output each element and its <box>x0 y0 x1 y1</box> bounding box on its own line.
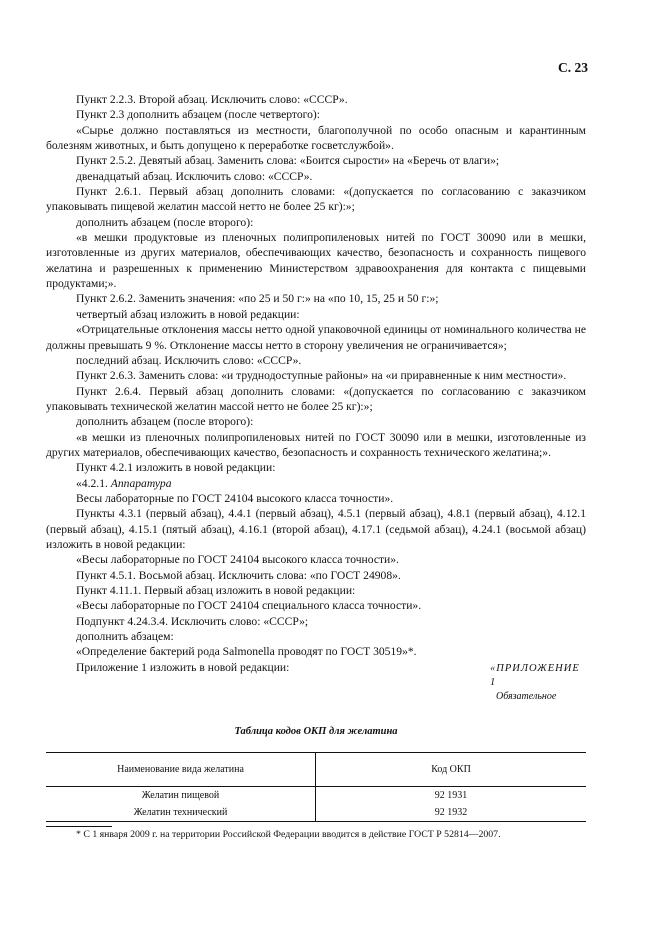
column-header-name: Наименование вида желатина <box>46 753 316 787</box>
paragraph: «Весы лабораторные по ГОСТ 24104 высокого класса точности». <box>76 553 399 567</box>
paragraph: Весы лабораторные по ГОСТ 24104 высокого класса точности». <box>76 491 394 505</box>
paragraph: Пункт 2.2.3. Второй абзац. Исключить слово: «СССР». <box>76 93 348 106</box>
paragraph: Пункты 4.3.1 (первый абзац), 4.4.1 (первый абзац), 4.5.1 (первый абзац), 4.8.1 (первый абзац), 4.12.1 (первый абзац), 4.15.1 (пятый абзац), 4.16.1 (второй абзац), 4.17.1 (седьмой абзац), 4.24.1 (восьмой абзац) изложить в новой редакции: <box>46 507 586 551</box>
paragraph: Приложение 1 изложить в новой редакции: <box>76 660 290 674</box>
paragraph: дополнить абзацем: <box>76 630 174 644</box>
paragraph: Пункт 2.6.1. Первый абзац дополнить словами: «(допускается по согласованию с заказчиком упаковывать пищевой желатин массой нетто не более 25 кг):»; <box>46 185 586 214</box>
paragraph: Подпункт 4.24.3.4. Исключить слово: «СССР»; <box>76 614 309 628</box>
table-cell-name: Желатин пищевой <box>46 787 316 805</box>
paragraph: Пункт 2.6.4. Первый абзац дополнить словами: «(допускается по согласованию с заказчиком упаковывать технической желатин массой нетто не более 25 кг):»; <box>46 384 586 413</box>
apparatus-heading: Аппаратура <box>110 476 172 490</box>
footnote-divider <box>46 826 112 827</box>
table-cell-code: 92 1931 <box>434 790 468 801</box>
paragraph: Пункт 2.3 дополнить абзацем (после четвертого): <box>76 108 320 122</box>
table-cell-name: Желатин технический <box>46 804 316 822</box>
okp-codes-table <box>46 752 586 822</box>
page-number: С. 23 <box>558 60 588 75</box>
paragraph: четвертый абзац изложить в новой редакции: <box>76 307 300 321</box>
paragraph: Пункт 2.6.2. Заменить значения: «по 25 и 50 г:» на «по 10, 15, 25 и 50 г:»; <box>76 292 439 306</box>
paragraph: Пункт 2.5.2. Девятый абзац. Заменить слова: «Боится сырости» на «Беречь от влаги»; <box>76 154 500 168</box>
footnote: * С 1 января 2009 г. на территории Российской Федерации вводится в действие ГОСТ Р 52814—2007. <box>76 829 501 840</box>
appendix-title: «ПРИЛОЖЕНИЕ 1 <box>490 663 580 688</box>
paragraph: дополнить абзацем (после второго): <box>76 215 254 229</box>
paragraph-apparatus: «4.2.1. Аппаратура <box>76 476 172 490</box>
paragraph: Пункт 2.6.3. Заменить слова: «и труднодоступные районы» на «и приравненные к ним местности». <box>76 369 567 383</box>
paragraph: Пункт 4.11.1. Первый абзац изложить в новой редакции: <box>76 584 356 597</box>
document-body <box>46 92 586 675</box>
table-title: Таблица кодов ОКП для желатина <box>234 726 398 737</box>
appendix-subtitle: Обязательное <box>496 691 557 702</box>
paragraph: «в мешки продуктовые из пленочных полипропиленовых нитей по ГОСТ 30090 или в мешки, изготовленные из других материалов, обеспечивающих качество, безопасность и сохранность пищевого желатина и разрешенных к применению Министерством здравоохранения для контакта с пищевыми продуктами;». <box>46 231 586 291</box>
paragraph: последний абзац. Исключить слово: «СССР». <box>76 353 302 367</box>
paragraph: «Отрицательные отклонения массы нетто одной упаковочной единицы от номинального количества не должны превышать 9 %. Отклонение массы нетто в сторону увеличения не ограничивается»; <box>46 323 586 352</box>
paragraph: «в мешки из пленочных полипропиленовых нитей по ГОСТ 30090 или в мешки, изготовленные из других материалов, обеспечивающих качество, безопасность и сохранность технического желатина;». <box>46 430 586 459</box>
paragraph: «Сырье должно поставляться из местности, благополучной по особо опасным и карантинным болезням животных, и быть допущено к переработке госветслужбой». <box>46 123 586 153</box>
paragraph: Пункт 4.2.1 изложить в новой редакции: <box>76 461 276 475</box>
appendix-label <box>446 662 586 704</box>
table-header-row <box>46 753 586 787</box>
table-row <box>46 804 586 822</box>
paragraph: двенадцатый абзац. Исключить слово: «СССР». <box>76 169 313 183</box>
paragraph: дополнить абзацем (после второго): <box>76 415 254 429</box>
column-header-code: Код ОКП <box>316 753 587 787</box>
table-row <box>46 787 586 805</box>
paragraph: Пункт 4.5.1. Восьмой абзац. Исключить слова: «по ГОСТ 24908». <box>76 568 401 582</box>
paragraph: «Определение бактерий рода Salmonella проводят по ГОСТ 30519»*. <box>76 645 417 659</box>
table-cell-code: 92 1932 <box>316 804 587 822</box>
paragraph: «Весы лабораторные по ГОСТ 24104 специального класса точности». <box>76 599 422 613</box>
